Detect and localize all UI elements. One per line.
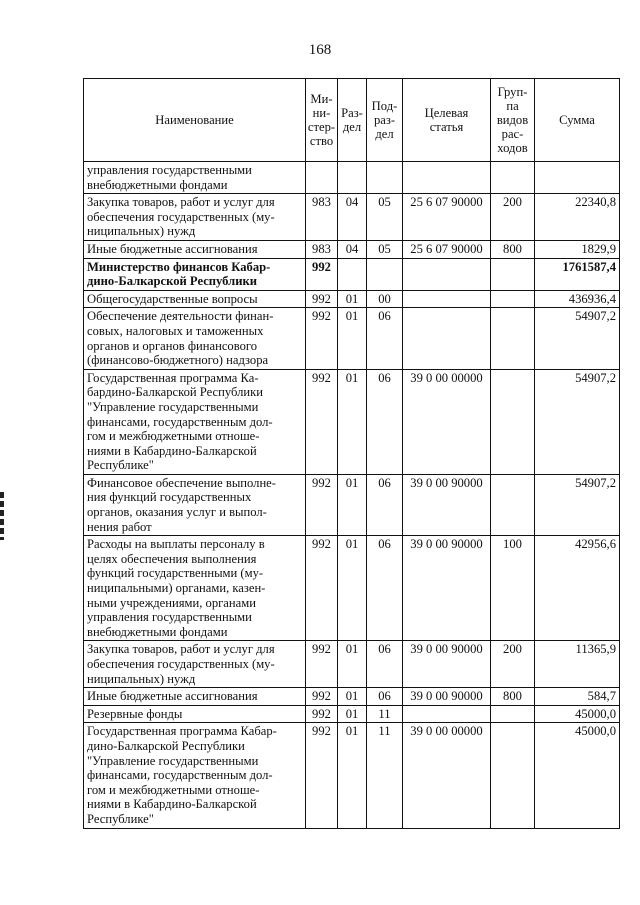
cell-expense-group bbox=[491, 162, 535, 194]
table-row bbox=[84, 688, 620, 706]
table-row bbox=[84, 474, 620, 535]
cell-amount: 42956,6 bbox=[535, 536, 620, 641]
header-ministry: Ми- ни- стер- ство bbox=[306, 79, 338, 162]
table-row bbox=[84, 240, 620, 258]
table-row bbox=[84, 369, 620, 474]
cell-name: Общегосударственные вопросы bbox=[84, 290, 306, 308]
cell-amount: 436936,4 bbox=[535, 290, 620, 308]
cell-name: Государственная программа Ка- бардино-Балкарской Республики "Управление государственными финансами, государственным дол- гом и межбюджетными отноше- ниями в Кабардино-Балкарской Республике" bbox=[84, 369, 306, 474]
cell-target-item bbox=[403, 705, 491, 723]
table-row bbox=[84, 641, 620, 688]
cell-subsection: 06 bbox=[367, 369, 403, 474]
cell-subsection: 06 bbox=[367, 688, 403, 706]
cell-name: Иные бюджетные ассигнования bbox=[84, 688, 306, 706]
cell-ministry: 992 bbox=[306, 258, 338, 290]
header-subsection: Под- раз- дел bbox=[367, 79, 403, 162]
cell-amount bbox=[535, 162, 620, 194]
cell-expense-group bbox=[491, 474, 535, 535]
cell-section: 01 bbox=[338, 641, 367, 688]
cell-target-item bbox=[403, 258, 491, 290]
cell-section: 01 bbox=[338, 290, 367, 308]
cell-name: Финансовое обеспечение выполне- ния функций государственных органов, оказания услуг и выпол- нения работ bbox=[84, 474, 306, 535]
cell-ministry: 992 bbox=[306, 536, 338, 641]
cell-ministry: 983 bbox=[306, 194, 338, 241]
cell-ministry: 992 bbox=[306, 705, 338, 723]
cell-section: 01 bbox=[338, 705, 367, 723]
cell-amount: 584,7 bbox=[535, 688, 620, 706]
table-header bbox=[84, 79, 620, 162]
table-row bbox=[84, 194, 620, 241]
cell-subsection: 05 bbox=[367, 240, 403, 258]
cell-name: Закупка товаров, работ и услуг для обеспечения государственных (му- ниципальных) нужд bbox=[84, 194, 306, 241]
cell-name: Государственная программа Кабар- дино-Балкарской Республики "Управление государственными финансами, государственным дол- гом и межбюджетными отноше- ниями в Кабардино-Балкарской Республике" bbox=[84, 723, 306, 828]
header-amount: Сумма bbox=[535, 79, 620, 162]
table-row bbox=[84, 308, 620, 369]
cell-target-item: 25 6 07 90000 bbox=[403, 240, 491, 258]
cell-ministry: 992 bbox=[306, 290, 338, 308]
cell-ministry: 992 bbox=[306, 688, 338, 706]
cell-amount: 45000,0 bbox=[535, 723, 620, 828]
cell-name: управления государственными внебюджетными фондами bbox=[84, 162, 306, 194]
header-target-item: Целевая статья bbox=[403, 79, 491, 162]
cell-expense-group bbox=[491, 723, 535, 828]
table-row bbox=[84, 162, 620, 194]
table-row bbox=[84, 258, 620, 290]
cell-ministry bbox=[306, 162, 338, 194]
cell-expense-group bbox=[491, 705, 535, 723]
cell-section: 01 bbox=[338, 308, 367, 369]
cell-target-item bbox=[403, 290, 491, 308]
table-row bbox=[84, 723, 620, 828]
cell-amount: 45000,0 bbox=[535, 705, 620, 723]
cell-amount: 22340,8 bbox=[535, 194, 620, 241]
cell-amount: 1829,9 bbox=[535, 240, 620, 258]
cell-amount: 54907,2 bbox=[535, 369, 620, 474]
cell-expense-group: 200 bbox=[491, 641, 535, 688]
header-name: Наименование bbox=[84, 79, 306, 162]
cell-ministry: 992 bbox=[306, 308, 338, 369]
table-row bbox=[84, 290, 620, 308]
cell-expense-group: 100 bbox=[491, 536, 535, 641]
cell-subsection: 11 bbox=[367, 723, 403, 828]
page-number: 168 bbox=[308, 42, 332, 58]
cell-expense-group: 800 bbox=[491, 240, 535, 258]
cell-section bbox=[338, 258, 367, 290]
cell-subsection: 00 bbox=[367, 290, 403, 308]
cell-section: 04 bbox=[338, 194, 367, 241]
cell-ministry: 992 bbox=[306, 641, 338, 688]
cell-target-item: 39 0 00 00000 bbox=[403, 369, 491, 474]
cell-section: 01 bbox=[338, 688, 367, 706]
cell-target-item: 39 0 00 90000 bbox=[403, 536, 491, 641]
cell-name: Расходы на выплаты персоналу в целях обеспечения выполнения функций государственными (му- ниципальными) органами, казен- ными учреждениями, органами управления государственными внебюджетными фондами bbox=[84, 536, 306, 641]
cell-name: Резервные фонды bbox=[84, 705, 306, 723]
cell-section: 04 bbox=[338, 240, 367, 258]
cell-ministry: 983 bbox=[306, 240, 338, 258]
cell-ministry: 992 bbox=[306, 474, 338, 535]
cell-section: 01 bbox=[338, 474, 367, 535]
cell-name: Министерство финансов Кабар- дино-Балкарской Республики bbox=[84, 258, 306, 290]
cell-subsection: 06 bbox=[367, 308, 403, 369]
cell-name: Обеспечение деятельности финан- совых, налоговых и таможенных органов и органов финансового (финансово-бюджетного) надзора bbox=[84, 308, 306, 369]
cell-target-item: 39 0 00 00000 bbox=[403, 723, 491, 828]
table-body bbox=[84, 162, 620, 829]
cell-amount: 54907,2 bbox=[535, 474, 620, 535]
cell-target-item: 39 0 00 90000 bbox=[403, 641, 491, 688]
cell-expense-group bbox=[491, 290, 535, 308]
cell-ministry: 992 bbox=[306, 369, 338, 474]
cell-target-item bbox=[403, 162, 491, 194]
cell-target-item: 39 0 00 90000 bbox=[403, 688, 491, 706]
cell-name: Закупка товаров, работ и услуг для обеспечения государственных (му- ниципальных) нужд bbox=[84, 641, 306, 688]
cell-target-item bbox=[403, 308, 491, 369]
cell-subsection: 06 bbox=[367, 474, 403, 535]
cell-subsection bbox=[367, 162, 403, 194]
header-expense-group: Груп- па видов рас- ходов bbox=[491, 79, 535, 162]
header-section: Раз- дел bbox=[338, 79, 367, 162]
cell-subsection bbox=[367, 258, 403, 290]
cell-target-item: 39 0 00 90000 bbox=[403, 474, 491, 535]
cell-expense-group: 200 bbox=[491, 194, 535, 241]
cell-target-item: 25 6 07 90000 bbox=[403, 194, 491, 241]
cell-section bbox=[338, 162, 367, 194]
cell-amount: 1761587,4 bbox=[535, 258, 620, 290]
table-row bbox=[84, 536, 620, 641]
cell-expense-group bbox=[491, 258, 535, 290]
cell-subsection: 06 bbox=[367, 536, 403, 641]
cell-expense-group: 800 bbox=[491, 688, 535, 706]
cell-amount: 11365,9 bbox=[535, 641, 620, 688]
cell-section: 01 bbox=[338, 536, 367, 641]
cell-ministry: 992 bbox=[306, 723, 338, 828]
cell-name: Иные бюджетные ассигнования bbox=[84, 240, 306, 258]
cell-subsection: 06 bbox=[367, 641, 403, 688]
cell-expense-group bbox=[491, 369, 535, 474]
cell-section: 01 bbox=[338, 723, 367, 828]
table-row bbox=[84, 705, 620, 723]
cell-section: 01 bbox=[338, 369, 367, 474]
cell-amount: 54907,2 bbox=[535, 308, 620, 369]
cell-subsection: 05 bbox=[367, 194, 403, 241]
cell-subsection: 11 bbox=[367, 705, 403, 723]
scan-edge-marks bbox=[0, 492, 4, 540]
budget-table bbox=[83, 78, 620, 829]
cell-expense-group bbox=[491, 308, 535, 369]
